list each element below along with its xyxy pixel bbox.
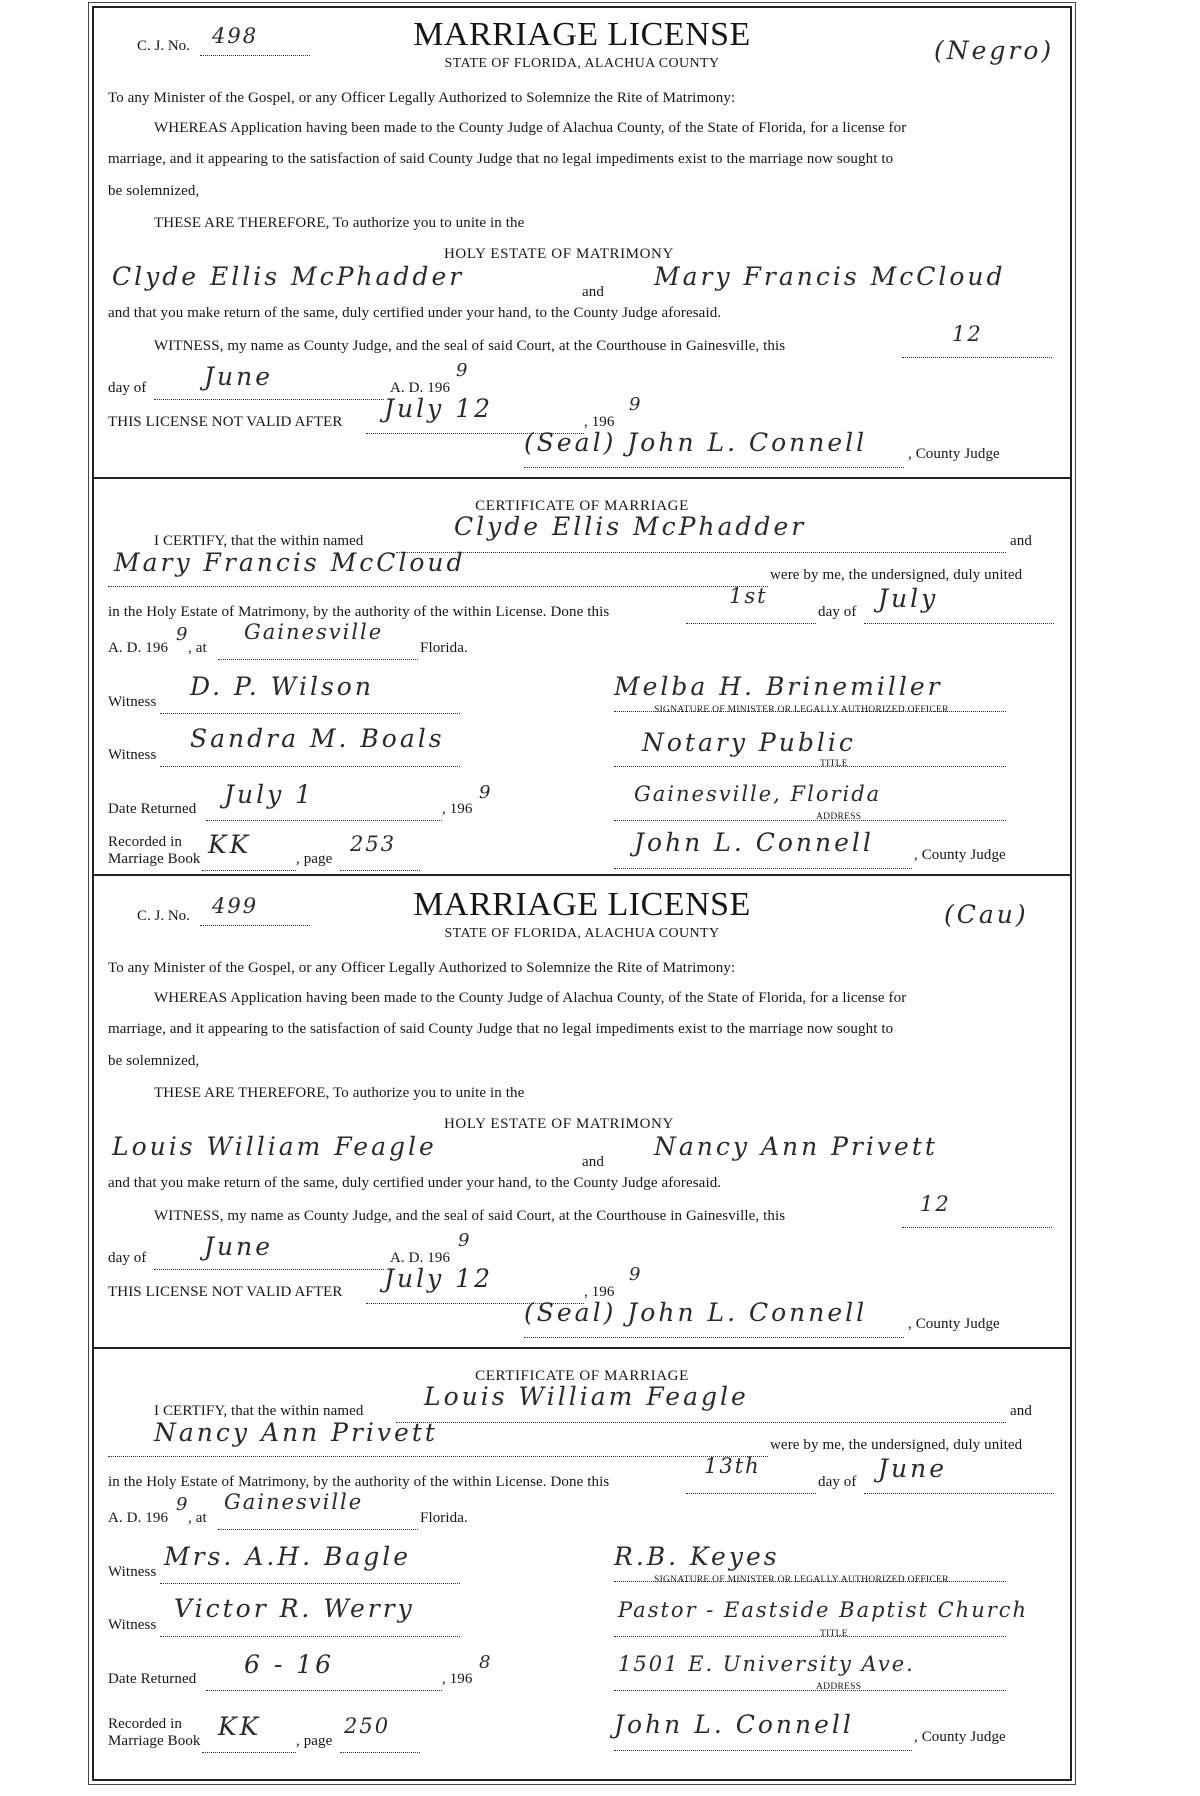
officer-address: 1501 E. University Ave. xyxy=(618,1652,915,1676)
officer-address-line xyxy=(614,803,1006,821)
cert-groom: Clyde Ellis McPhadder xyxy=(454,512,807,541)
returned-year: 9 xyxy=(479,782,492,803)
certificate-heading: CERTIFICATE OF MARRIAGE xyxy=(475,1368,689,1384)
cert-groom: Louis William Feagle xyxy=(424,1382,749,1411)
recorder-county-judge: , County Judge xyxy=(914,847,1006,863)
officer-signature: R.B. Keyes xyxy=(614,1542,780,1571)
title-label: TITLE xyxy=(820,759,848,769)
expire-date: July 12 xyxy=(384,394,494,423)
signature-label: SIGNATURE OF MINISTER OR LEGALLY AUTHORIZED OFFICER xyxy=(654,705,949,715)
witness-clause: WITNESS, my name as County Judge, and the seal of said Court, at the Courthouse in Gainesville, this xyxy=(154,1208,786,1224)
county-judge-label: , County Judge xyxy=(908,446,1000,462)
holy-estate-heading: HOLY ESTATE OF MATRIMONY xyxy=(444,1116,674,1132)
recorder-line xyxy=(614,851,912,869)
done-day: 13th xyxy=(704,1454,761,1478)
expire-date: July 12 xyxy=(384,1264,494,1293)
recorder-signature: John L. Connell xyxy=(614,1710,854,1739)
judge-signature: (Seal) John L. Connell xyxy=(524,1298,868,1327)
holy-estate-line: in the Holy Estate of Matrimony, by the authority of the within License. Done this xyxy=(108,1474,610,1490)
whereas-line-3: be solemnized, xyxy=(108,183,200,199)
done-month: July xyxy=(878,584,939,613)
done-day: 1st xyxy=(729,584,768,608)
document-sheet xyxy=(92,6,1072,1781)
title-label: TITLE xyxy=(820,1629,848,1639)
officer-title: Notary Public xyxy=(642,728,856,757)
witness-2: Sandra M. Boals xyxy=(190,724,445,753)
bride-name: Mary Francis McCloud xyxy=(654,262,1006,291)
cert-and-label: and xyxy=(1010,1403,1032,1419)
section-divider xyxy=(94,477,1070,479)
signature-label: SIGNATURE OF MINISTER OR LEGALLY AUTHORIZED OFFICER xyxy=(654,1575,949,1585)
place: Gainesville xyxy=(224,1490,364,1514)
at-label: , at xyxy=(188,1510,207,1526)
florida-label: Florida. xyxy=(420,1510,468,1526)
groom-name: Clyde Ellis McPhadder xyxy=(112,262,465,291)
officer-title-line xyxy=(614,1619,1006,1637)
return-line: and that you make return of the same, duly certified under your hand, to the County Judge aforesaid. xyxy=(108,1175,722,1191)
done-month: June xyxy=(878,1454,948,1483)
date-returned: 6 - 16 xyxy=(244,1650,335,1679)
cj-no-value: 499 xyxy=(212,894,259,918)
marriage-book-label: Marriage Book xyxy=(108,851,201,867)
done-day-line xyxy=(686,1476,816,1494)
date-returned-label: Date Returned xyxy=(108,801,197,817)
issue-day: 12 xyxy=(920,1192,951,1216)
address-to: To any Minister of the Gospel, or any Officer Legally Authorized to Solemnize the Rite of Matrimony: xyxy=(108,90,736,106)
book: KK xyxy=(218,1712,262,1741)
return-line: and that you make return of the same, duly certified under your hand, to the County Judge aforesaid. xyxy=(108,305,722,321)
witness-1: D. P. Wilson xyxy=(190,672,374,701)
issue-year: 9 xyxy=(456,360,469,381)
marriage-license-499 xyxy=(94,878,1070,1778)
issue-month: June xyxy=(204,362,274,391)
race-note: (Negro) xyxy=(934,36,1055,65)
done-day-of: day of xyxy=(818,604,857,620)
were-by-me: were by me, the undersigned, duly united xyxy=(770,567,1023,583)
page-label: , page xyxy=(296,851,333,867)
were-by-me: were by me, the undersigned, duly united xyxy=(770,1437,1023,1453)
day-of-label: day of xyxy=(108,1250,147,1266)
whereas-line-2: marriage, and it appearing to the satisfaction of said County Judge that no legal impediments exist to the marriage now sought to xyxy=(108,151,894,167)
issue-day: 12 xyxy=(952,322,983,346)
bride-name: Nancy Ann Privett xyxy=(654,1132,938,1161)
place: Gainesville xyxy=(244,620,384,644)
done-year: 9 xyxy=(176,1494,189,1515)
officer-title: Pastor - Eastside Baptist Church xyxy=(618,1598,1029,1622)
date-returned-label: Date Returned xyxy=(108,1671,197,1687)
issue-month: June xyxy=(204,1232,274,1261)
judge-signature: (Seal) John L. Connell xyxy=(524,428,868,457)
officer-title-line xyxy=(614,749,1006,767)
day-of-label: day of xyxy=(108,380,147,396)
license-divider xyxy=(94,874,1070,876)
address-to: To any Minister of the Gospel, or any Officer Legally Authorized to Solemnize the Rite of Matrimony: xyxy=(108,960,736,976)
license-subtitle: STATE OF FLORIDA, ALACHUA COUNTY xyxy=(444,56,720,71)
ad-at-label: A. D. 196 xyxy=(108,1510,169,1526)
cj-no-label: C. J. No. xyxy=(137,38,190,54)
expire-year: 9 xyxy=(629,394,642,415)
witness-2: Victor R. Werry xyxy=(174,1594,415,1623)
witness-2-label: Witness xyxy=(108,1617,157,1633)
cert-and-label: and xyxy=(1010,533,1032,549)
whereas-line-1: WHEREAS Application having been made to the County Judge of Alachua County, of the State of Florida, for a license for xyxy=(154,990,907,1006)
ad-at-label: A. D. 196 xyxy=(108,640,169,656)
officer-signature: Melba H. Brinemiller xyxy=(614,672,943,701)
certificate-heading: CERTIFICATE OF MARRIAGE xyxy=(475,498,689,514)
place-line xyxy=(218,1512,418,1530)
section-divider xyxy=(94,1347,1070,1349)
done-day-line xyxy=(686,606,816,624)
license-subtitle: STATE OF FLORIDA, ALACHUA COUNTY xyxy=(444,926,720,941)
witness-2-label: Witness xyxy=(108,747,157,763)
license-title: MARRIAGE LICENSE xyxy=(413,886,751,923)
expire-year-label: , 196 xyxy=(584,1284,615,1300)
whereas-line-1: WHEREAS Application having been made to the County Judge of Alachua County, of the State of Florida, for a license for xyxy=(154,120,907,136)
date-returned: July 1 xyxy=(224,780,315,809)
recorder-signature: John L. Connell xyxy=(634,828,874,857)
ad-label: A. D. 196 xyxy=(390,380,451,396)
returned-year-label: , 196 xyxy=(442,801,473,817)
done-day-of: day of xyxy=(818,1474,857,1490)
recorder-line xyxy=(614,1733,912,1751)
and-label: and xyxy=(582,284,604,300)
holy-estate-line: in the Holy Estate of Matrimony, by the authority of the within License. Done this xyxy=(108,604,610,620)
witness-1-label: Witness xyxy=(108,1564,157,1580)
address-label: ADDRESS xyxy=(816,1682,862,1692)
witness-clause: WITNESS, my name as County Judge, and the seal of said Court, at the Courthouse in Gainesville, this xyxy=(154,338,786,354)
issue-year: 9 xyxy=(458,1230,471,1251)
judge-line xyxy=(524,450,904,468)
officer-address-line xyxy=(614,1673,1006,1691)
cj-no-value: 498 xyxy=(212,24,259,48)
returned-year: 8 xyxy=(479,1652,492,1673)
therefore-line: THESE ARE THEREFORE, To authorize you to unite in the xyxy=(154,215,525,231)
expire-year-label: , 196 xyxy=(584,414,615,430)
judge-line xyxy=(524,1320,904,1338)
officer-address: Gainesville, Florida xyxy=(634,782,882,806)
returned-year-label: , 196 xyxy=(442,1671,473,1687)
witness-1: Mrs. A.H. Bagle xyxy=(164,1542,412,1571)
certify-line: I CERTIFY, that the within named xyxy=(154,1403,364,1419)
whereas-line-2: marriage, and it appearing to the satisfaction of said County Judge that no legal impediments exist to the marriage now sought to xyxy=(108,1021,894,1037)
witness-1-label: Witness xyxy=(108,694,157,710)
not-valid-label: THIS LICENSE NOT VALID AFTER xyxy=(108,414,343,430)
place-line xyxy=(218,642,418,660)
not-valid-label: THIS LICENSE NOT VALID AFTER xyxy=(108,1284,343,1300)
page-no: 253 xyxy=(350,832,397,856)
whereas-line-3: be solemnized, xyxy=(108,1053,200,1069)
therefore-line: THESE ARE THEREFORE, To authorize you to unite in the xyxy=(154,1085,525,1101)
cert-bride-line xyxy=(108,1439,768,1457)
holy-estate-heading: HOLY ESTATE OF MATRIMONY xyxy=(444,246,674,262)
county-judge-label: , County Judge xyxy=(908,1316,1000,1332)
expire-year: 9 xyxy=(629,1264,642,1285)
page-no: 250 xyxy=(344,1714,391,1738)
recorded-in-label: Recorded in xyxy=(108,1716,182,1732)
address-label: ADDRESS xyxy=(816,812,862,822)
marriage-license-498 xyxy=(94,8,1070,878)
page-label: , page xyxy=(296,1733,333,1749)
cert-bride: Nancy Ann Privett xyxy=(154,1418,438,1447)
book: KK xyxy=(208,830,252,859)
groom-name: Louis William Feagle xyxy=(112,1132,437,1161)
cert-bride-line xyxy=(108,569,768,587)
cert-bride: Mary Francis McCloud xyxy=(114,548,466,577)
race-note: (Cau) xyxy=(944,900,1029,929)
recorded-in-label: Recorded in xyxy=(108,834,182,850)
done-year: 9 xyxy=(176,624,189,645)
florida-label: Florida. xyxy=(420,640,468,656)
and-label: and xyxy=(582,1154,604,1170)
license-title: MARRIAGE LICENSE xyxy=(413,16,751,53)
marriage-book-label: Marriage Book xyxy=(108,1733,201,1749)
at-label: , at xyxy=(188,640,207,656)
cj-no-label: C. J. No. xyxy=(137,908,190,924)
certify-line: I CERTIFY, that the within named xyxy=(154,533,364,549)
ad-label: A. D. 196 xyxy=(390,1250,451,1266)
recorder-county-judge: , County Judge xyxy=(914,1729,1006,1745)
